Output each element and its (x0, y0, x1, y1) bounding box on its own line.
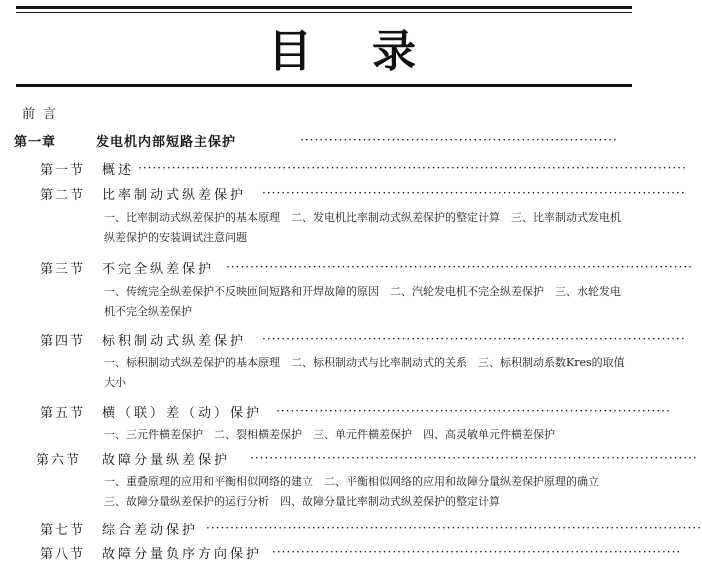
page-title-char-1: 目 (268, 26, 312, 77)
toc-entry-section-4[interactable] (40, 330, 246, 349)
page-title-char-2: 录 (372, 26, 416, 77)
section-4-details: 一、标积制动式纵差保护的基本原理 二、标积制动式与比率制动式的关系 三、标积制动系数Kres的取值大小 (104, 356, 625, 389)
section-2-details: 一、比率制动式纵差保护的基本原理 二、发电机比率制动式纵差保护的整定计算 三、比率制动式发电机纵差保护的安装调试注意问题 (104, 211, 621, 244)
leader-dots: ······································································································· (206, 521, 702, 535)
section-title: 概述 (102, 163, 135, 178)
section-title: 不完全纵差保护 (102, 262, 215, 277)
leader-dots: ·································································· (300, 133, 618, 147)
section-title: 比率制动式纵差保护 (102, 188, 247, 203)
leader-dots: ·················································································· (276, 404, 671, 418)
toc-entry-section-1[interactable] (40, 159, 134, 178)
section-number: 第四节 (40, 334, 86, 349)
toc-entry-section-2[interactable] (40, 184, 246, 203)
top-rule-thick (16, 6, 632, 9)
section-3-details: 一、传统完全纵差保护不反映匝间短路和开焊故障的原因 二、汽轮发电机不完全纵差保护 三、水轮发电机不完全纵差保护 (104, 285, 621, 318)
leader-dots: ····························································································· (250, 451, 698, 465)
section-title: 故障分量纵差保护 (102, 453, 231, 468)
toc-entry-section-5[interactable] (40, 402, 262, 421)
section-5-details: 一、三元件横差保护 二、裂相横差保护 三、单元件横差保护 四、高灵敏单元件横差保护 (104, 428, 555, 441)
leader-dots: ························································································ (262, 332, 686, 346)
toc-entry-section-3[interactable] (40, 258, 214, 277)
top-rule-thin (16, 12, 632, 13)
toc-entry-preface[interactable]: 前言 (22, 107, 65, 122)
leader-dots: ····················································································· (272, 545, 682, 559)
section-title: 综合差动保护 (102, 523, 199, 538)
section-title: 标积制动式纵差保护 (102, 334, 247, 349)
section-number: 第一节 (40, 163, 86, 178)
toc-entry-section-7[interactable] (40, 519, 198, 538)
page-title (0, 24, 644, 80)
section-number: 第三节 (40, 262, 86, 277)
leader-dots: ·················································································································· (138, 161, 687, 175)
toc-entry-chapter-1[interactable] (14, 131, 236, 150)
title-bottom-rule (16, 84, 632, 87)
section-6-details: 一、重叠原理的应用和平衡相似网络的建立 二、平衡相似网络的应用和故障分量纵差保护原理的确立 三、故障分量纵差保护的运行分析 四、故障分量比率制动式纵差保护的整定计算 (104, 475, 610, 508)
section-number: 第八节 (40, 547, 86, 562)
section-number: 第五节 (40, 406, 86, 421)
section-number: 第六节 (36, 453, 82, 468)
section-title: 故障分量负序方向保护 (102, 547, 263, 562)
toc-entry-section-6[interactable] (36, 449, 230, 468)
chapter-number: 第一章 (14, 135, 57, 150)
leader-dots: ························································································ (262, 186, 686, 200)
section-number: 第七节 (40, 523, 86, 538)
leader-dots: ································································································· (226, 260, 694, 274)
chapter-title: 发电机内部短路主保护 (96, 135, 237, 150)
section-number: 第二节 (40, 188, 86, 203)
section-title: 横（联）差（动）保护 (102, 406, 263, 421)
toc-entry-section-8[interactable] (40, 543, 262, 562)
